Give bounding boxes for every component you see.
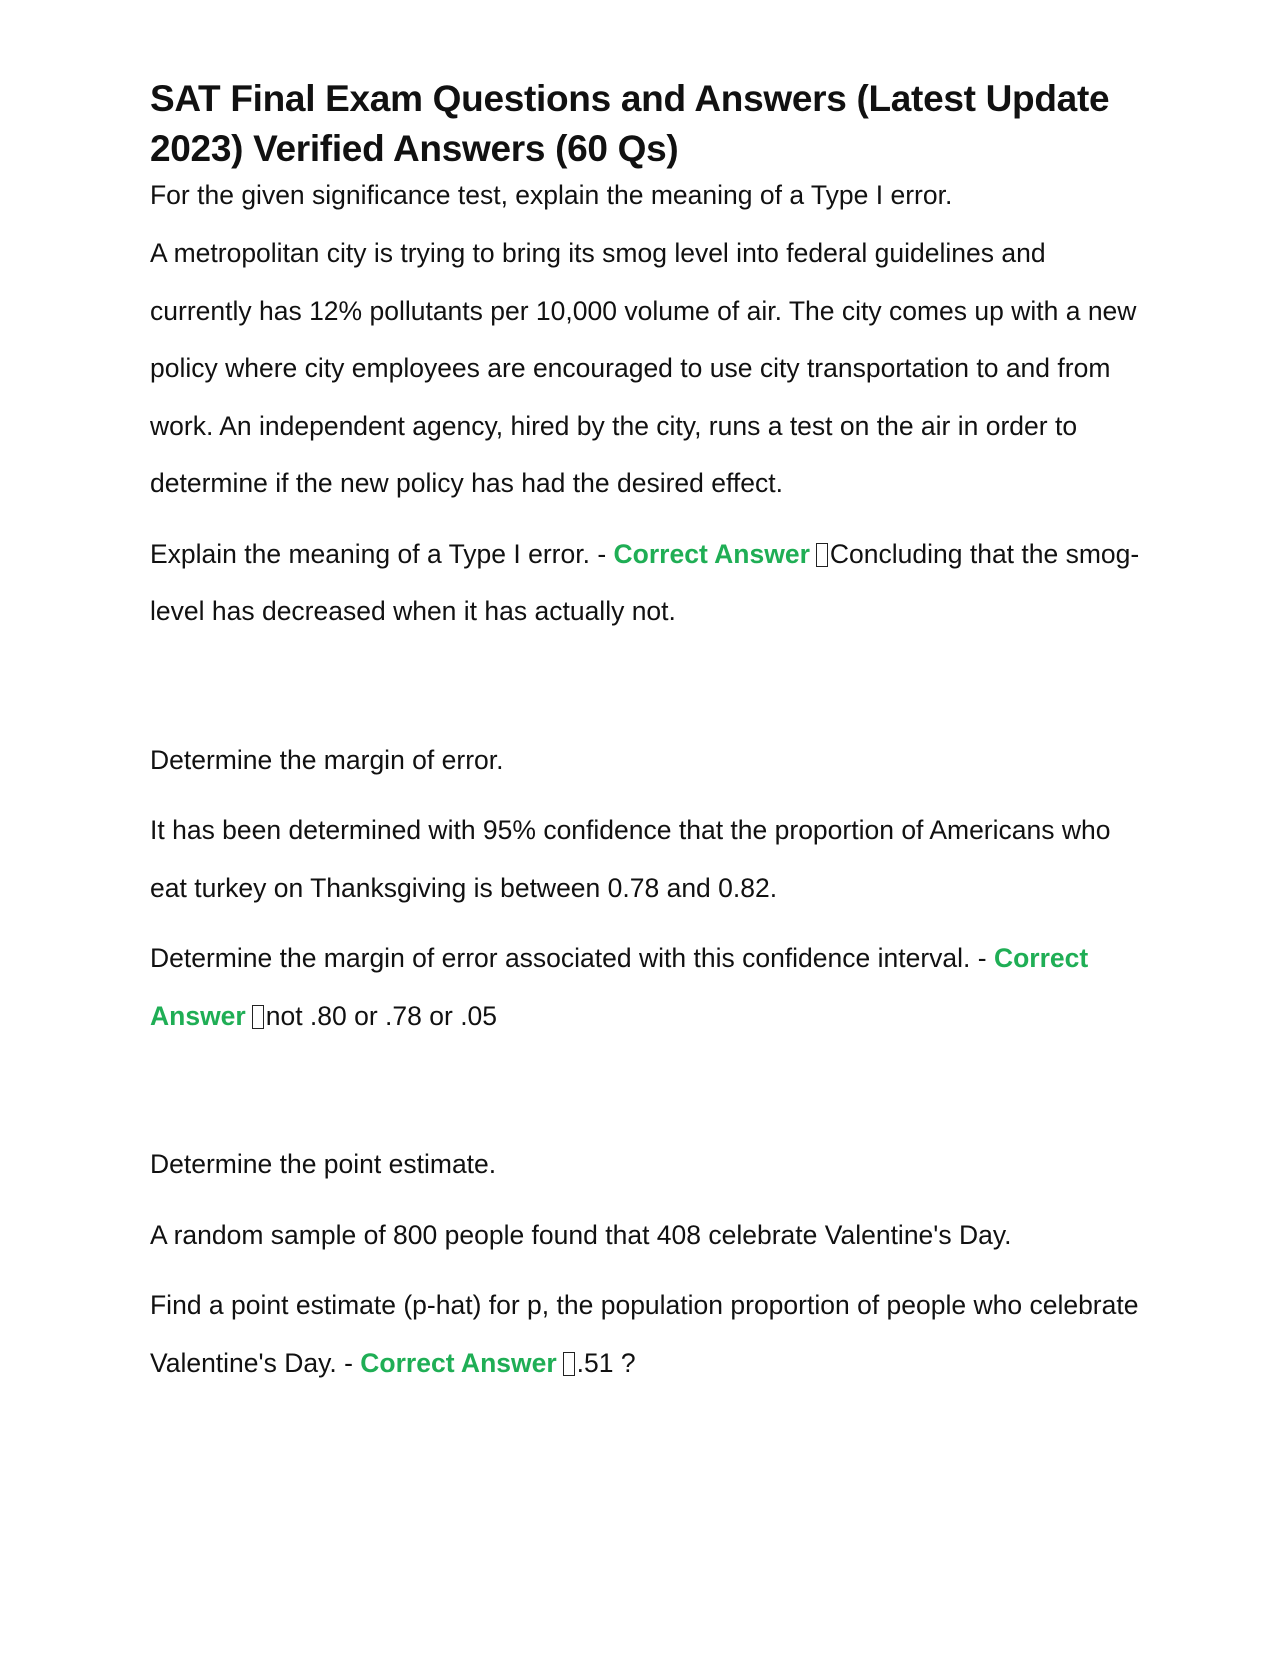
correct-answer-label: Correct Answer — [613, 538, 810, 569]
question-answer-line — [150, 930, 1140, 1045]
answer-text: Concluding that the smog-level has decreased when it has actually not. — [150, 538, 1140, 626]
document-page — [150, 74, 1140, 1392]
correct-answer-label: Correct Answer — [150, 943, 1089, 1031]
question-heading: For the given significance test, explain the meaning of a Type I error. — [150, 180, 953, 210]
question-block-1 — [150, 178, 1140, 641]
missing-glyph-box-icon — [563, 1352, 575, 1376]
question-answer-line — [150, 1277, 1140, 1392]
answer-text: not .80 or .78 or .05 — [265, 1000, 498, 1031]
question-prompt: Explain the meaning of a Type I error. - — [150, 538, 607, 569]
question-block-3 — [150, 1136, 1140, 1392]
missing-glyph-box-icon — [816, 543, 828, 567]
question-block-2 — [150, 732, 1140, 1046]
question-heading: Determine the margin of error. — [150, 744, 504, 775]
question-body: A random sample of 800 people found that 408 celebrate Valentine's Day. — [150, 1219, 1012, 1250]
answer-text: .51 ? — [576, 1347, 636, 1378]
correct-answer-label: Correct Answer — [360, 1347, 557, 1378]
question-prompt: Find a point estimate (p-hat) for p, the population proportion of people who celebrate Valentine's Day. - — [150, 1290, 1139, 1378]
question-body: It has been determined with 95% confidence that the proportion of Americans who eat turkey on Thanksgiving is between 0.78 and 0.82. — [150, 815, 1111, 903]
question-body: A metropolitan city is trying to bring its smog level into federal guidelines and currently has 12% pollutants per 10,000 volume of air. The city comes up with a new policy where city employees are encouraged to use city transportation to and from work. An independent agency, hired by the city, runs a test on the air in order to determine if the new policy has had the desired effect. — [150, 238, 1137, 498]
document-title: SAT Final Exam Questions and Answers (Latest Update 2023) Verified Answers (60 Qs) — [150, 78, 1110, 169]
question-heading: Determine the point estimate. — [150, 1149, 497, 1179]
question-prompt: Determine the margin of error associated with this confidence interval. - — [150, 943, 987, 973]
question-answer-line — [150, 526, 1140, 641]
missing-glyph-box-icon — [252, 1005, 264, 1029]
